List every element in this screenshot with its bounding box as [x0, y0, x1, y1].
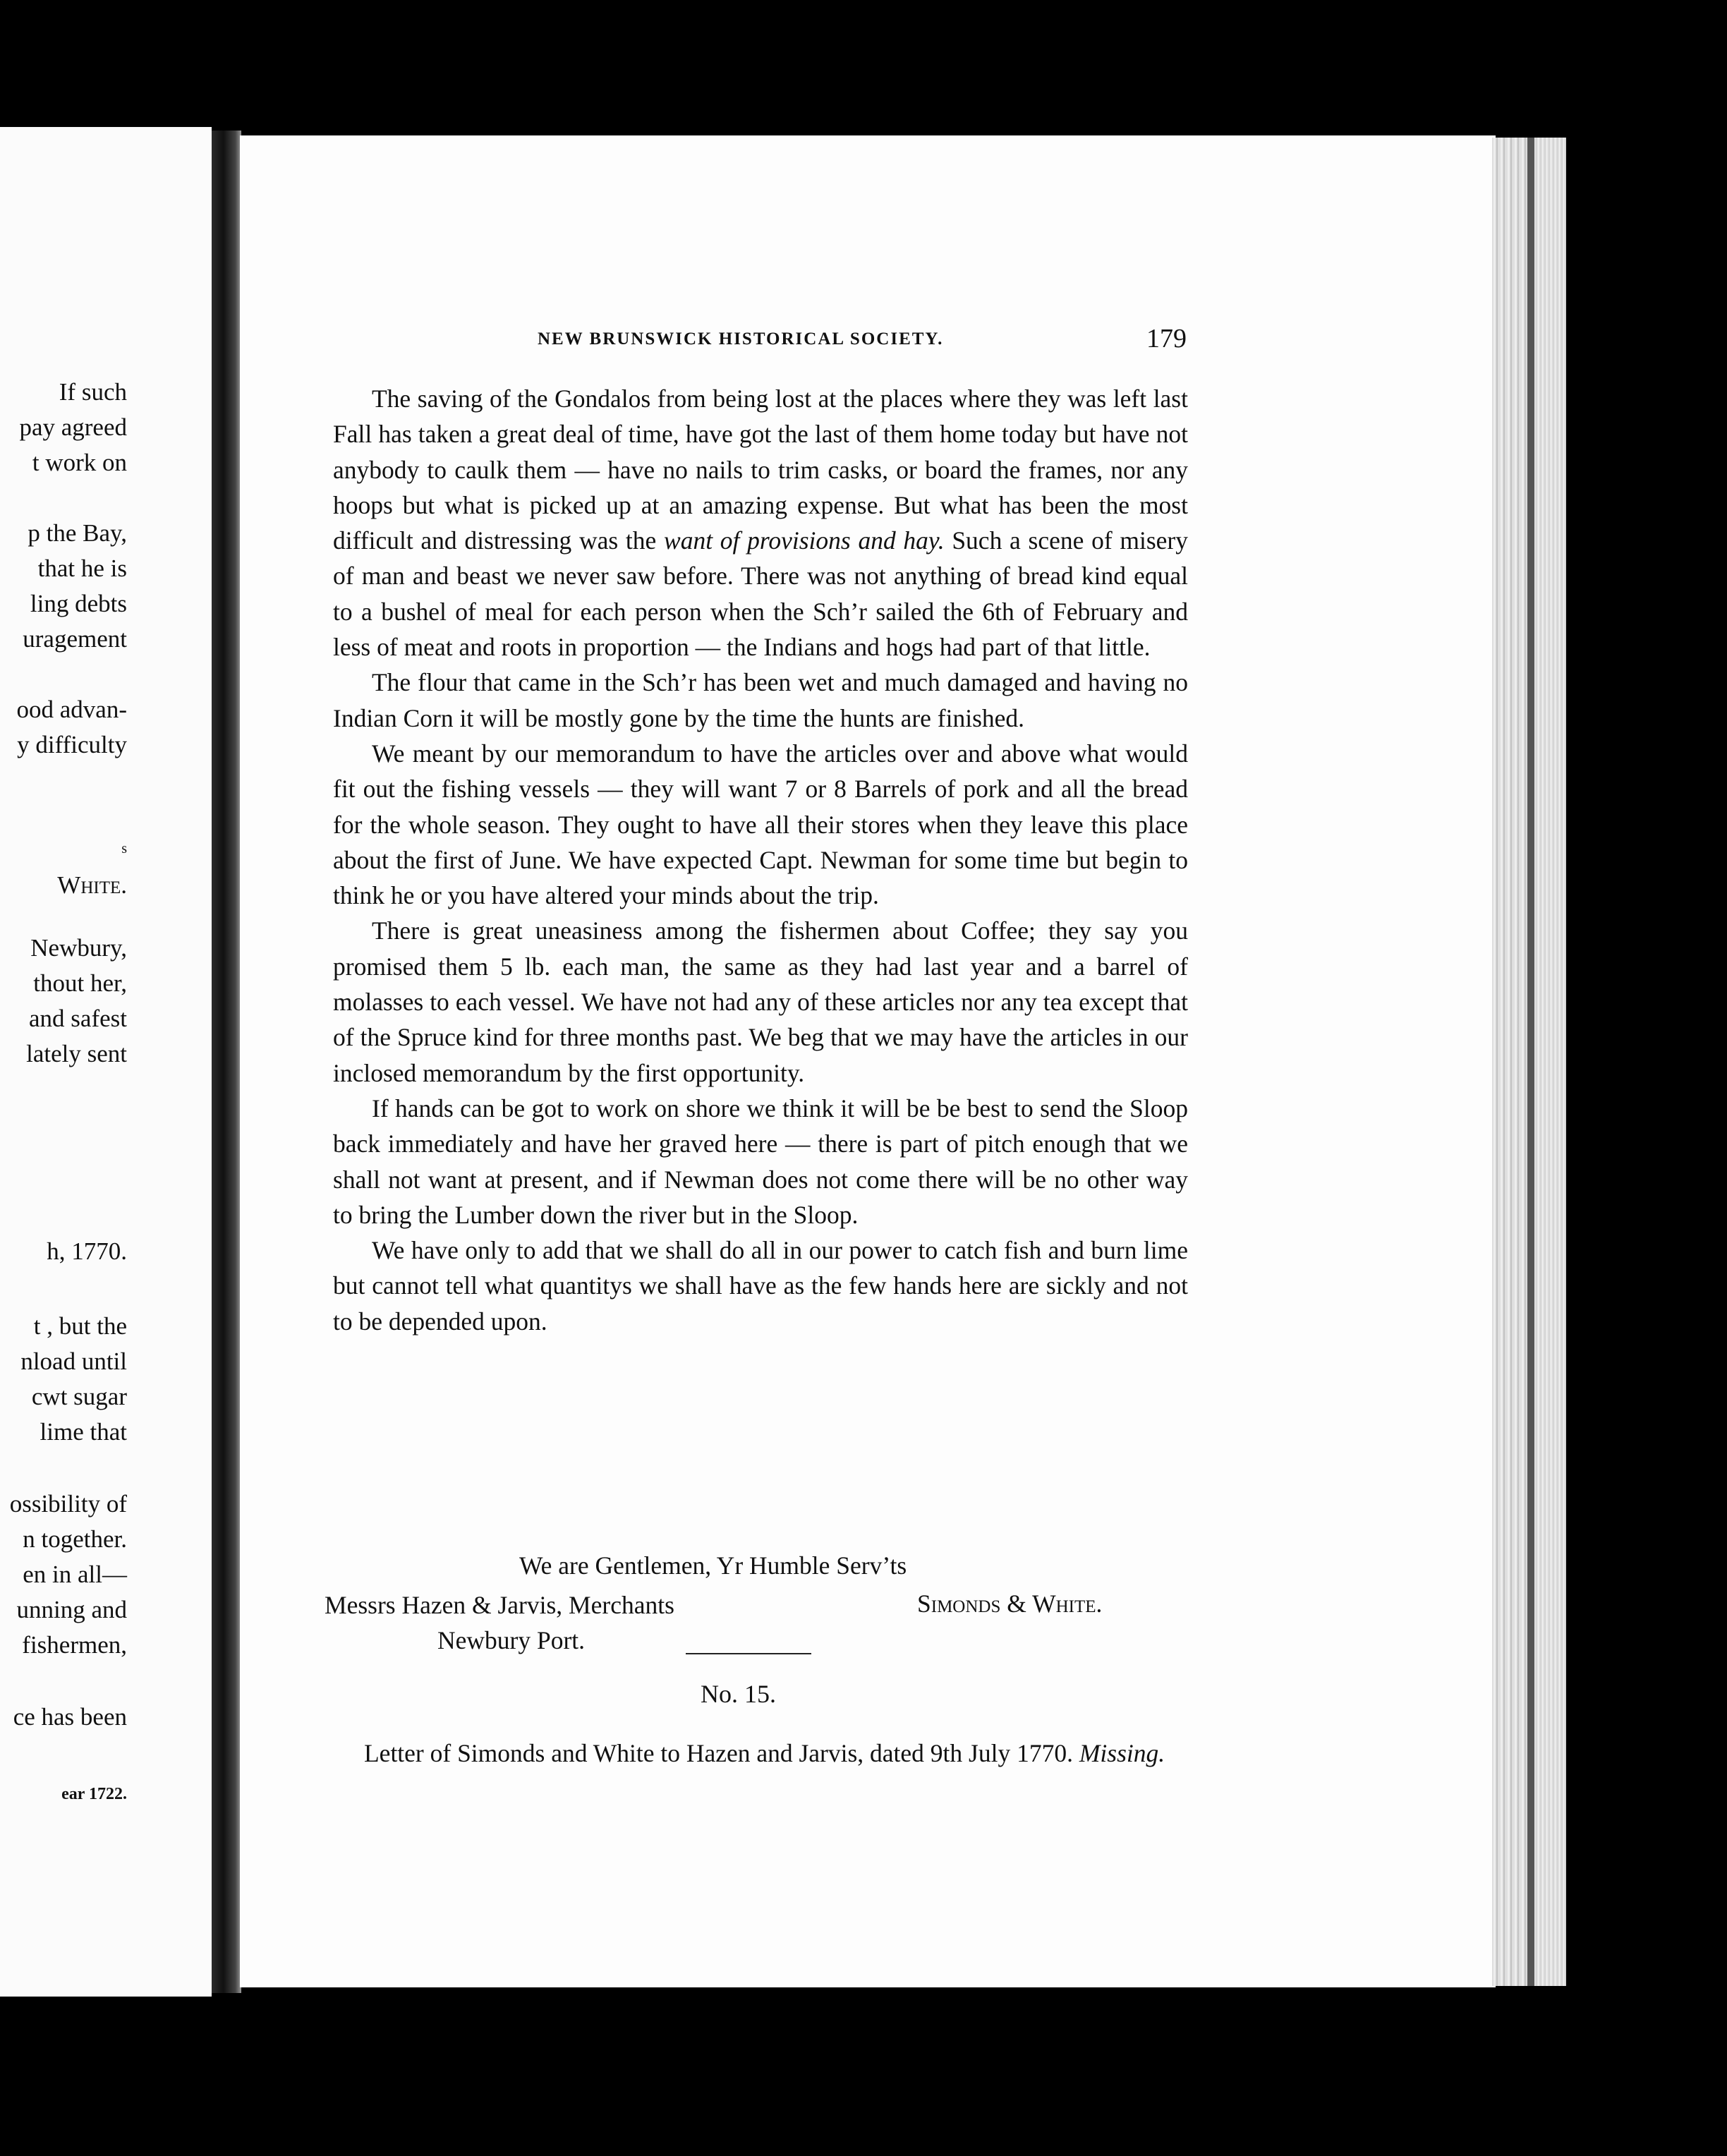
left-page-line: thout her, [33, 969, 127, 997]
left-page-line: If such [59, 378, 127, 406]
emphasized-text: want of provisions and hay. [664, 526, 945, 555]
left-page-line: p the Bay, [28, 519, 127, 547]
left-page-line: ling debts [30, 590, 127, 617]
left-page-line: pay agreed [19, 413, 127, 441]
book-gutter-shadow [212, 131, 241, 1993]
left-page-line: unning and [16, 1596, 127, 1623]
paragraph-text: The saving of the Gondalos from being lost at the places where they was left last Fall has taken a great deal of time, have got the last of them home today but have not anybody to caulk them — have no nails to trim casks, or board the frames, nor any hoops but what is picked up at an amazing expense. But what has been the most difficult and distressing was the [333, 384, 1188, 555]
left-page-line: t work on [32, 449, 127, 476]
addressee-line: Messrs Hazen & Jarvis, Merchants [325, 1591, 674, 1619]
page-edge-divider [1527, 138, 1534, 1986]
left-page-line: cwt sugar [31, 1383, 127, 1410]
left-page-line: and safest [29, 1005, 127, 1032]
running-head: NEW BRUNSWICK HISTORICAL SOCIETY. [538, 329, 944, 349]
left-page-line: nload until [20, 1348, 127, 1375]
page-number: 179 [1146, 324, 1187, 353]
paragraph: If hands can be got to work on shore we think it will be be best to send the Sloop back immediately and have her graved here — there is part of pitch enough that we shall not want at present, and if Newman does not come there will be no other way to bring the Lumber down the river but in the Sloop. [333, 1094, 1188, 1229]
letter-summary [313, 1736, 1177, 1771]
signature: Simonds & White. [917, 1589, 1103, 1618]
left-page-line: y difficulty [17, 731, 127, 758]
left-page-line: that he is [37, 555, 127, 582]
left-facing-page [0, 127, 212, 1997]
letter-status: Missing. [1079, 1739, 1165, 1767]
left-page-line: lime that [40, 1418, 127, 1446]
left-page-line: Newbury, [30, 934, 127, 962]
paragraph: The flour that came in the Sch’r has been wet and much damaged and having no Indian Corn it will be mostly gone by the time the hunts are finished. [333, 668, 1188, 732]
page-edges-outer [1534, 138, 1566, 1986]
addressee-line: Newbury Port. [437, 1626, 586, 1654]
left-page-line: ce has been [13, 1703, 127, 1731]
paragraph: We meant by our memorandum to have the articles over and above what would fit out the fishing vessels — they will want 7 or 8 Barrels of pork and all the bread for the whole season. They ought to have all their stores when they leave this place about the first of June. We have expected Capt. Newman for some time but begin to think he or you have altered your minds about the trip. [333, 739, 1188, 910]
left-page-line: t , but the [33, 1312, 127, 1340]
paragraph [333, 381, 1188, 665]
paragraph: We have only to add that we shall do all in our power to catch fish and burn lime but cannot tell what quantitys we shall have as the few hands here are sickly and not to be depended upon. [333, 1236, 1188, 1336]
left-page-line: en in all— [23, 1561, 127, 1588]
section-divider [686, 1653, 811, 1654]
document-number: No. 15. [701, 1680, 776, 1708]
summary-text: Letter of Simonds and White to Hazen and Jarvis, dated 9th July 1770. [364, 1739, 1073, 1767]
left-page-line: lately sent [26, 1040, 127, 1067]
left-page-line: fishermen, [22, 1631, 127, 1659]
paragraph-text: Such a scene of misery of man and beast we never saw before. There was not anything of bread kind equal to a bushel of meal for each person when the Sch’r sailed the 6th of February and less of meat and roots in proportion — the Indians and hogs had part of that little. [333, 526, 1188, 662]
left-page-line: n together. [23, 1525, 127, 1553]
addressee-block [325, 1587, 674, 1658]
left-page-line: ear 1722. [61, 1785, 127, 1803]
closing-salutation: We are Gentlemen, Yr Humble Serv’ts [519, 1551, 907, 1580]
letter-body [333, 381, 1188, 1339]
left-page-line: ossibility of [9, 1490, 127, 1518]
paragraph: There is great uneasiness among the fishermen about Coffee; they say you promised them 5 lb. each man, the same as they had last year and a barrel of molasses to each vessel. We have not had any of these articles nor any tea except that of the Spruce kind for three months past. We beg that we may have the articles in our inclosed memorandum by the first opportunity. [333, 916, 1188, 1087]
left-page-line: ood advan- [16, 696, 127, 723]
left-page-line: uragement [23, 625, 127, 653]
left-page-line: White. [57, 871, 127, 899]
left-page-line: s [121, 841, 127, 856]
left-page-line: h, 1770. [47, 1237, 127, 1265]
